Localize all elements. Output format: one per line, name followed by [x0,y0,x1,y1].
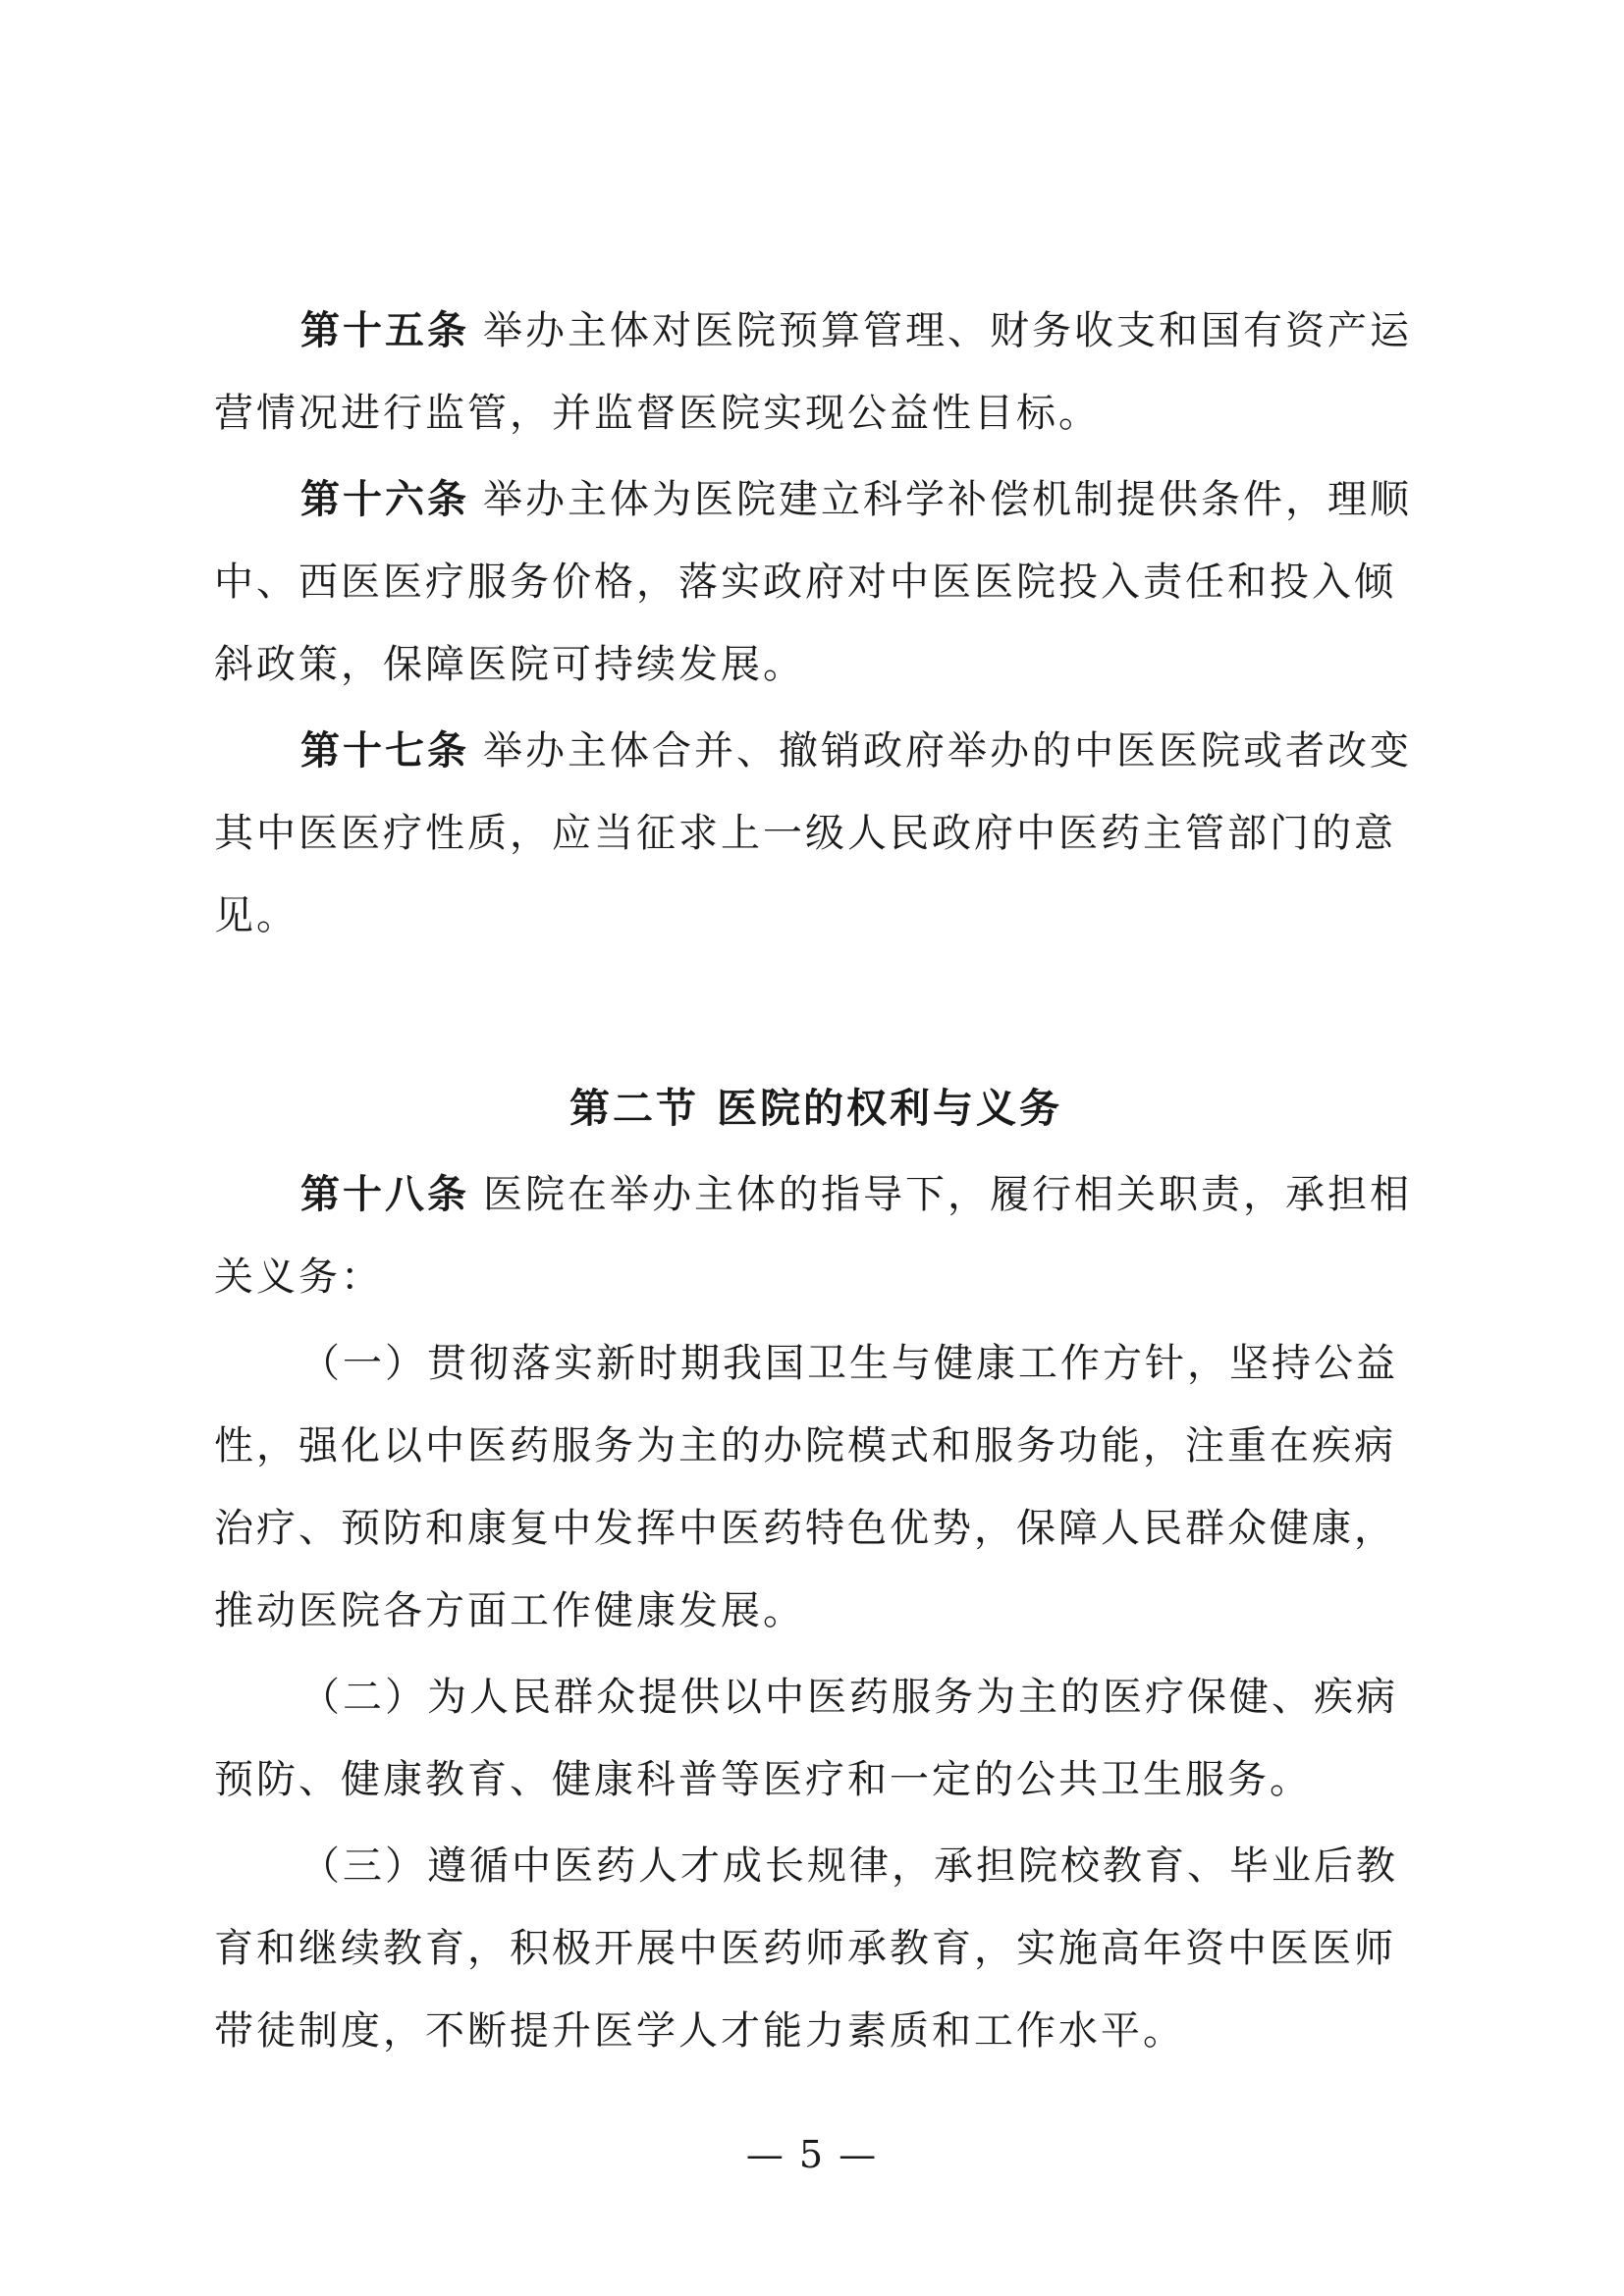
article-18 [214,1153,1418,1318]
section-number: 第二节 [569,1085,699,1132]
article-17 [214,710,1418,957]
article-label: 第十六条 [300,477,469,522]
article-15 [214,290,1418,454]
article-16 [214,458,1418,706]
page-number: — 5 — [745,2133,879,2176]
article-label: 第十五条 [300,308,469,353]
list-item-3: （三）遵循中医药人才成长规律，承担院校教育、毕业后教育和继续教育，积极开展中医药师承教育，实施高年资中医医师带徒制度，不断提升医学人才能力素质和工作水平。 [214,1843,1398,2054]
list-item-1: （一）贯彻落实新时期我国卫生与健康工作方针，坚持公益性，强化以中医药服务为主的办院模式和服务功能，注重在疾病治疗、预防和康复中发挥中医药特色优势，保障人民群众健康，推动医院各方面工作健康发展。 [214,1341,1398,1633]
article-text: 举办主体为医院建立科学补偿机制提供条件，理顺中、西医医疗服务价格，落实政府对中医医院投入责任和投入倾斜政策，保障医院可持续发展。 [214,477,1412,687]
article-label: 第十七条 [300,728,469,774]
article-text: 举办主体合并、撤销政府举办的中医医院或者改变其中医医疗性质，应当征求上一级人民政府中医药主管部门的意见。 [214,728,1412,938]
article-text: 医院在举办主体的指导下，履行相关职责，承担相关义务： [214,1172,1412,1300]
section-title: 医院的权利与义务 [717,1085,1062,1132]
article-text: 举办主体对医院预算管理、财务收支和国有资产运营情况进行监管，并监督医院实现公益性目标。 [214,308,1412,436]
section-heading [214,1067,1418,1149]
list-item-2: （二）为人民群众提供以中医药服务为主的医疗保健、疾病预防、健康教育、健康科普等医疗和一定的公共卫生服务。 [214,1675,1398,1802]
article-label: 第十八条 [300,1172,469,1217]
document-body [214,290,1418,2072]
